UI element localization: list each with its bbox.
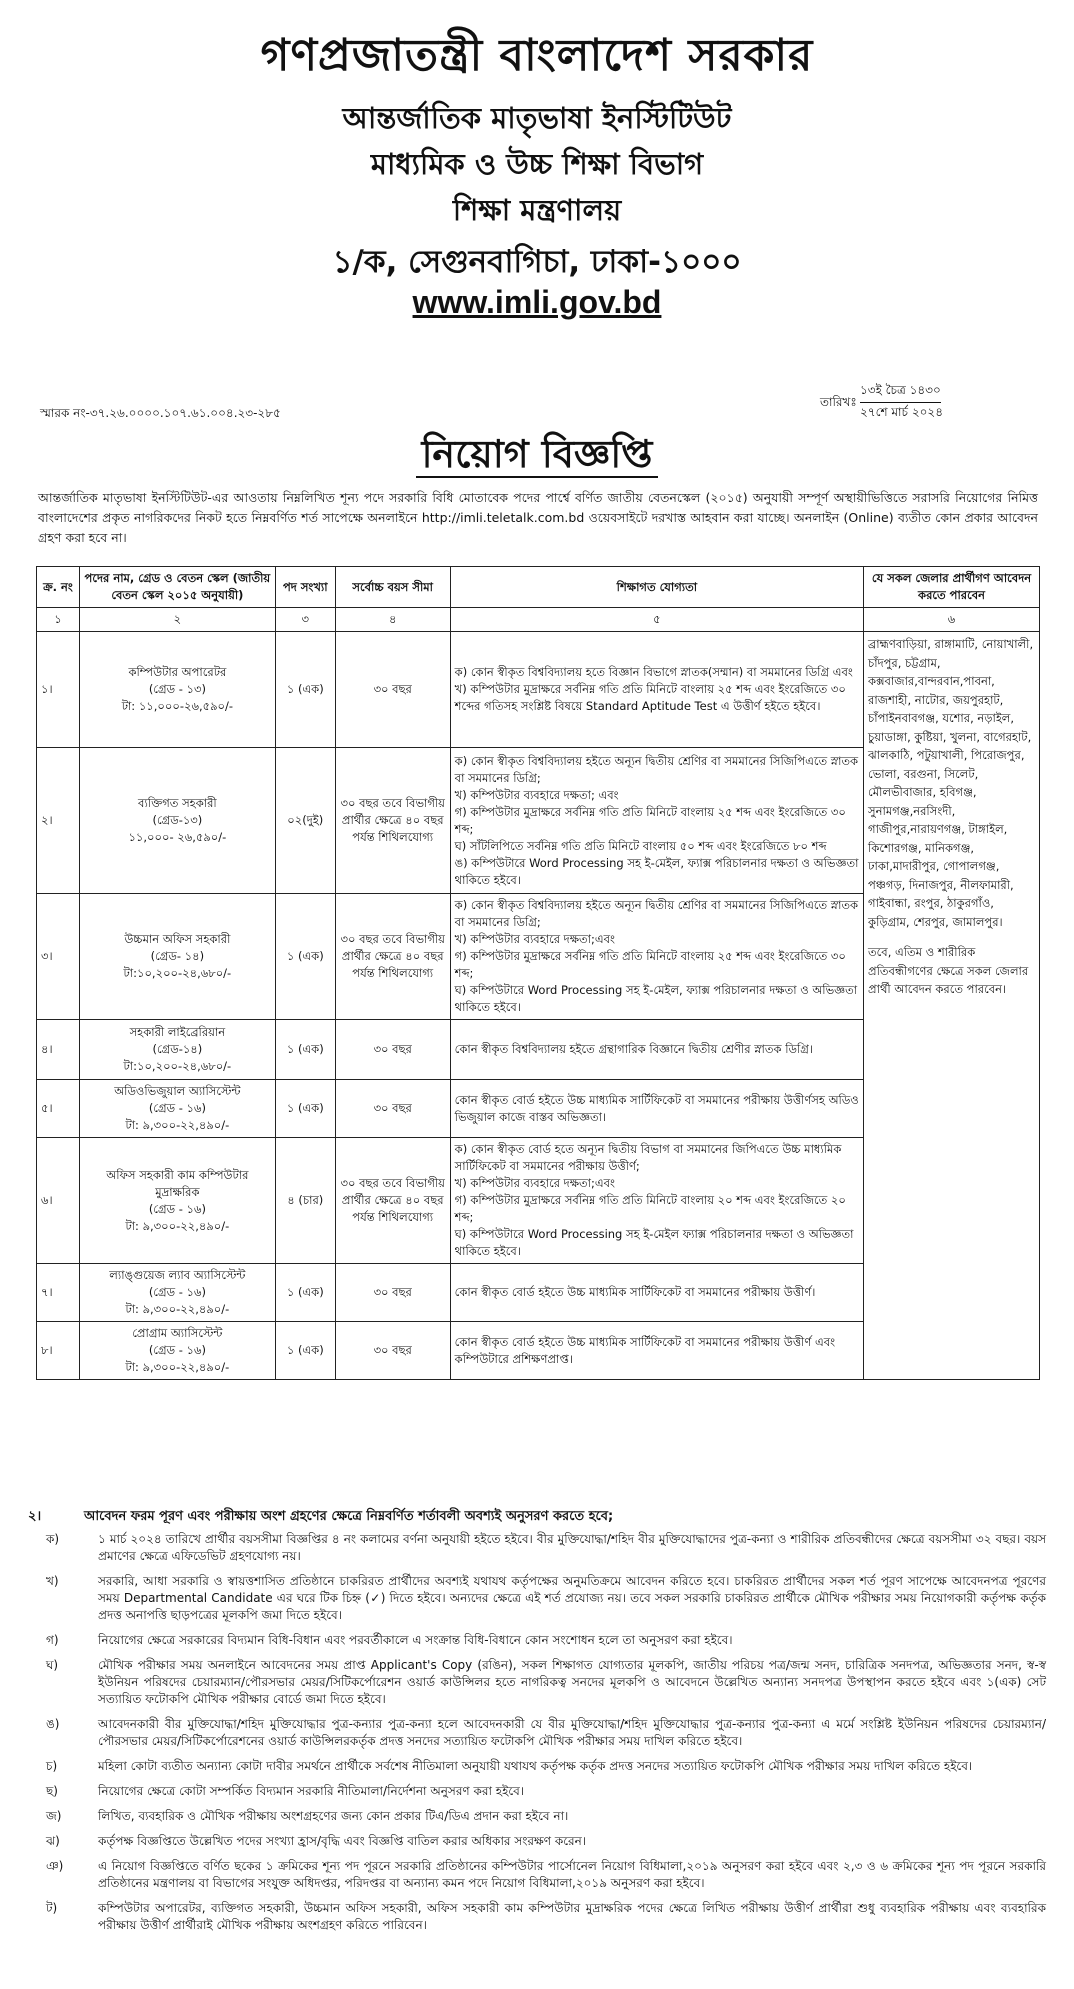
post-post: অফিস সহকারী কাম কম্পিউটার মুদ্রাক্ষরিক — [106, 1167, 249, 1199]
col-header-count: পদ সংখ্যা — [275, 567, 335, 608]
post-grade: (গ্রেড - ১৬) — [148, 1285, 206, 1299]
post-scale: টা: ৯,৩০০-২২,৪৯০/- — [125, 1218, 230, 1233]
table-header-row — [37, 567, 1040, 608]
condition-text: কর্তৃপক্ষ বিজ্ঞপ্তিতে উল্লেখিত পদের সংখ্যা হ্রাস/বৃদ্ধি এবং বিজ্ঞপ্তি বাতিল করার অধিকার সংরক্ষণ করেন। — [98, 1834, 587, 1848]
col-number: ১ — [37, 608, 80, 632]
age-cell: ৩০ বছর তবে বিভাগীয় প্রার্থীর ক্ষেত্রে ৪০ বছর পর্যন্ত শিথিলযোগ্য — [335, 894, 450, 1020]
qualification-line: ক) কোন স্বীকৃত বিশ্ববিদ্যালয় হইতে অন্যূন দ্বিতীয় শ্রেণির বা সমমানের সিজিপিএতে স্নাতক বা সমমানের ডিগ্রি; — [454, 898, 859, 929]
districts-cell — [864, 632, 1040, 1380]
post-post: কম্পিউটার অপারেটর — [128, 665, 227, 679]
post-scale: টা:১০,২০০-২৪,৬৮০/- — [123, 966, 232, 980]
qualification-line: ঘ) কম্পিউটারে Word Processing সহ ই-মেইল ফ্যাক্স পরিচালনার দক্ষতা ও অভিজ্ঞতা থাকিতে হইবে। — [454, 1227, 854, 1258]
condition-item — [28, 1632, 1046, 1649]
condition-label: ক) — [46, 1532, 60, 1546]
qualification-cell — [450, 1264, 863, 1322]
post-grade: (গ্রেড- ১৪) — [150, 949, 205, 963]
qualification-cell — [450, 632, 863, 748]
col-number: ৬ — [864, 608, 1040, 632]
condition-item — [28, 1858, 1046, 1892]
post-cell — [79, 632, 275, 748]
government-title: গণপ্রজাতন্ত্রী বাংলাদেশ সরকার — [260, 30, 814, 81]
count-cell: ১ (এক) — [275, 894, 335, 1020]
qualification-cell — [450, 1020, 863, 1080]
post-grade: (গ্রেড - ১৬) — [148, 1101, 206, 1115]
post-scale: টা: ৯,৩০০-২২,৪৯০/- — [125, 1118, 230, 1132]
serial-cell: ২। — [37, 748, 80, 894]
qualification-line: ঘ) কম্পিউটারে Word Processing সহ ই-মেইল, ফ্যাক্স পরিচালনার দক্ষতা ও অভিজ্ঞতা থাকিতে হইবে। — [454, 983, 858, 1014]
condition-item — [28, 1657, 1046, 1708]
qualification-cell — [450, 894, 863, 1020]
post-grade: (গ্রেড-১৩) — [152, 813, 203, 827]
condition-label: ঙ) — [46, 1717, 60, 1731]
qualification-cell — [450, 1138, 863, 1264]
qualification-line: গ) কম্পিউটার মুদ্রাক্ষরে সর্বনিম্ন গতি প্রতি মিনিটে বাংলায় ২৫ শব্দ এবং ইংরেজিতে ৩০ শব্দ; — [454, 804, 846, 836]
age-cell: ৩০ বছর — [335, 1264, 450, 1322]
post-cell — [79, 748, 275, 894]
qualification-line: ঙ) কম্পিউটারে Word Processing সহ ই-মেইল, ফ্যাক্স পরিচালনার দক্ষতা ও অভিজ্ঞতা থাকিতে হইবে। — [454, 855, 859, 887]
ministry-name: শিক্ষা মন্ত্রণালয় — [452, 193, 622, 227]
condition-text: লিখিত, ব্যবহারিক ও মৌখিক পরীক্ষায় অংশগ্রহণের জন্য কোন প্রকার টিএ/ডিএ প্রদান করা হইবে না। — [98, 1809, 569, 1823]
post-cell — [79, 1264, 275, 1322]
post-post: উচ্চমান অফিস সহকারী — [124, 932, 231, 946]
memo-reference: স্মারক নং-৩৭.২৬.০০০০.১০৭.৬১.০০৪.২৩-২৮৫ — [40, 406, 281, 420]
vacancy-table — [36, 566, 1040, 1380]
post-post: প্রোগ্রাম অ্যাসিস্টেন্ট — [132, 1326, 223, 1340]
age-cell: ৩০ বছর — [335, 632, 450, 748]
condition-text: আবেদনকারী বীর মুক্তিযোদ্ধা/শহিদ মুক্তিযোদ্ধার পুত্র-কন্যার পুত্র-কন্যা হলে আবেদনকারী যে বীর মুক্তিযোদ্ধা/শহিদ মুক্তিযোদ্ধার পুত্র-কন্যার পুত্র-কন্যা এ মর্মে সংশ্লিষ্ট ইউনিয়ন পরিষদের চেয়ারম্যান/পৌরসভার মেয়র/সিটিকর্পোরেশনের ওয়ার্ড কাউন্সিলরকর্তৃক প্রদত্ত সনদের সত্যায়িত ফটোকপি মৌখিক পরীক্ষার সময় দাখিল করিতে হইবে। — [98, 1717, 1046, 1748]
col-header-serial: ক্র. নং — [37, 567, 80, 608]
condition-item — [28, 1716, 1046, 1750]
post-scale: টা: ৯,৩০০-২২,৪৯০/- — [125, 1360, 230, 1374]
age-cell: ৩০ বছর — [335, 1080, 450, 1138]
condition-item — [28, 1758, 1046, 1775]
post-scale: টা: ১১,০০০-২৬,৫৯০/- — [121, 699, 234, 713]
qualification-line: খ) কম্পিউটার ব্যবহারে দক্ষতা;এবং — [454, 932, 615, 946]
condition-item — [28, 1833, 1046, 1850]
post-cell — [79, 1020, 275, 1080]
districts-list: ব্রাহ্মণবাড়িয়া, রাঙ্গামাটি, নোয়াখালী, চাঁদপুর, চট্টগ্রাম, কক্সবাজার,বান্দরবান,পাবনা, রাজশাহী, নাটোর, জয়পুরহাট, চাঁপাইনবাবগঞ্জ, যশোর, নড়াইল, চুয়াডাঙ্গা, কুষ্টিয়া, খুলনা, বাগেরহাট, ঝালকাঠি, পটুয়াখালী, পিরোজপুর, ভোলা, বরগুনা, সিলেট, মৌলভীবাজার, হবিগঞ্জ, সুনামগঞ্জ,নরসিংদী, গাজীপুর,নারায়ণগঞ্জ, টাঙ্গাইল, কিশোরগঞ্জ, মানিকগঞ্জ, ঢাকা,মাদারীপুর, গোপালগঞ্জ, পঞ্চগড়, দিনাজপুর, নীলফামারী, গাইবান্ধা, রংপুর, ঠাকুরগাঁও, কুড়িগ্রাম, শেরপুর, জামালপুর। — [868, 637, 1034, 929]
col-number: ৩ — [275, 608, 335, 632]
post-post: ল্যাঙ্গুয়েজ ল্যাব অ্যাসিস্টেন্ট — [109, 1268, 246, 1282]
col-header-qualification: শিক্ষাগত যোগ্যতা — [450, 567, 863, 608]
office-address: ১/ক, সেগুনবাগিচা, ঢাকা-১০০০ — [332, 244, 742, 280]
qualification-line: কোন স্বীকৃত বোর্ড হইতে উচ্চ মাধ্যমিক সার্টিফিকেট বা সমমানের পরীক্ষায় উত্তীর্ণ। — [454, 1285, 816, 1299]
qualification-line: কোন স্বীকৃত বোর্ড হইতে উচ্চ মাধ্যমিক সার্টিফিকেট বা সমমানের পরীক্ষায় উত্তীর্ণসহ অডিও ভিজুয়াল কাজে বাস্তব অভিজ্ঞতা। — [454, 1092, 859, 1124]
count-cell: ০২(দুই) — [275, 748, 335, 894]
age-cell: ৩০ বছর — [335, 1020, 450, 1080]
col-header-districts: যে সকল জেলার প্রার্থীগণ আবেদন করতে পারবেন — [864, 567, 1040, 608]
date-english: ২৭শে মার্চ ২০২৪ — [860, 405, 944, 419]
website-link[interactable]: www.imli.gov.bd — [412, 284, 662, 320]
conditions-heading — [28, 1508, 1046, 1525]
post-grade: (গ্রেড - ১৩) — [148, 682, 206, 696]
condition-label: ছ) — [46, 1784, 58, 1798]
post-grade: (গ্রেড - ১৬) — [148, 1343, 206, 1357]
serial-cell: ৫। — [37, 1080, 80, 1138]
age-cell: ৩০ বছর তবে বিভাগীয় প্রার্থীর ক্ষেত্রে ৪০ বছর পর্যন্ত শিথিলযোগ্য — [335, 1138, 450, 1264]
condition-item — [28, 1808, 1046, 1825]
count-cell: ১ (এক) — [275, 1020, 335, 1080]
date-bangla: ১৩ই চৈত্র ১৪৩০ — [860, 382, 941, 403]
count-cell: ১ (এক) — [275, 1080, 335, 1138]
qualification-line: ক) কোন স্বীকৃত বিশ্ববিদ্যালয় হতে বিজ্ঞান বিভাগে স্নাতক(সম্মান) বা সমমানের ডিগ্রি এবং — [454, 665, 853, 679]
condition-text: সরকারি, আধা সরকারি ও স্বায়ত্তশাসিত প্রতিষ্ঠানে চাকরিরত প্রার্থীদের অবশ্যই যথাযথ কর্তৃপক্ষের অনুমতিক্রমে আবেদন করিতে হবে। চাকরিরত প্রার্থীদের সকল শর্ত পূরণ সাপেক্ষে আবেদনপত্র পূরণের সময় Departmental Candidate এর ঘরে টিক চিহ্ন (✓) দিতে হইবে। অন্যদের ক্ষেত্রে এই শর্ত প্রযোজ্য নয়। তবে সকল সরকারি চাকরিরত প্রার্থীকে মৌখিক পরীক্ষার সময় নিয়োগকারী কর্তৃপক্ষ কর্তৃক প্রদত্ত অনাপত্তি ছাড়পত্রের মূলকপি জমা দিতে হইবে। — [98, 1574, 1046, 1622]
serial-cell: ৪। — [37, 1020, 80, 1080]
serial-cell: ৭। — [37, 1264, 80, 1322]
col-number: ৪ — [335, 608, 450, 632]
conditions-section — [28, 1508, 1046, 1942]
institute-name: আন্তর্জাতিক মাতৃভাষা ইনস্টিটিউট — [342, 101, 732, 135]
districts-note: তবে, এতিম ও শারীরিক প্রতিবন্ধীগণের ক্ষেত্রে সকল জেলার প্রার্থী আবেদন করতে পারবেন। — [868, 945, 1029, 996]
qualification-line: কোন স্বীকৃত বোর্ড হইতে উচ্চ মাধ্যমিক সার্টিফিকেট বা সমমানের পরীক্ষায় উত্তীর্ণ এবং কম্পিউটারে প্রশিক্ষণপ্রাপ্ত। — [454, 1334, 836, 1366]
condition-item — [28, 1900, 1046, 1934]
post-grade: (গ্রেড - ১৬) — [148, 1201, 206, 1216]
condition-item — [28, 1531, 1046, 1565]
condition-text: মহিলা কোটা ব্যতীত অন্যান্য কোটা দাবীর সমর্থনে প্রার্থীকে সর্বশেষ নীতিমালা অনুযায়ী যথাযথ কর্তৃপক্ষ কর্তৃক প্রদত্ত সনদের সত্যায়িত ফটোকপি মৌখিক পরীক্ষার সময় দাখিল করিতে হইবে। — [98, 1759, 973, 1773]
condition-label: ঝ) — [46, 1834, 60, 1848]
qualification-line: খ) কম্পিউটার ব্যবহারে দক্ষতা; এবং — [454, 787, 619, 802]
conditions-heading-text: আবেদন ফরম পূরণ এবং পরীক্ষায় অংশ গ্রহণের ক্ষেত্রে নিম্নবর্ণিত শর্তাবলী অবশ্যই অনুসরণ করতে হবে; — [84, 1509, 614, 1524]
post-post: সহকারী লাইব্রেরিয়ান — [129, 1025, 226, 1039]
qualification-cell — [450, 748, 863, 894]
count-cell: ৪ (চার) — [275, 1138, 335, 1264]
condition-label: ঘ) — [46, 1658, 59, 1672]
age-cell: ৩০ বছর তবে বিভাগীয় প্রার্থীর ক্ষেত্রে ৪০ বছর পর্যন্ত শিথিলযোগ্য — [335, 748, 450, 894]
qualification-line: কোন স্বীকৃত বিশ্ববিদ্যালয় হইতে গ্রন্থাগারিক বিজ্ঞানে দ্বিতীয় শ্রেণীর স্নাতক ডিগ্রি। — [454, 1042, 813, 1056]
qualification-line: ক) কোন স্বীকৃত বোর্ড হতে অন্যূন দ্বিতীয় বিভাগ বা সমমানের জিপিএতে উচ্চ মাধ্যমিক সার্টিফিকেট বা সমমানের পরীক্ষায় উত্তীর্ণ; — [454, 1142, 842, 1173]
post-grade: (গ্রেড-১৪) — [152, 1042, 203, 1056]
col-number: ২ — [79, 608, 275, 632]
qualification-line: খ) কম্পিউটার মুদ্রাক্ষরে সর্বনিম্ন গতি প্রতি মিনিটে বাংলায় ২৫ শব্দ এবং ইংরেজিতে ৩০ শব্দের গতিসহ সংশ্লিষ্ট বিষয়ে Standard Aptitude Test এ উত্তীর্ণ হইতে হইবে। — [454, 682, 846, 713]
condition-label: চ) — [46, 1759, 58, 1773]
conditions-list — [28, 1531, 1046, 1934]
qualification-line: ঘ) সাঁটলিপিতে সর্বনিম্ন গতি প্রতি মিনিটে বাংলায় ৫০ শব্দ এবং ইংরেজিতে ৮০ শব্দ — [454, 838, 827, 853]
count-cell: ১ (এক) — [275, 1264, 335, 1322]
condition-label: খ) — [46, 1574, 59, 1588]
condition-text: ১ মার্চ ২০২৪ তারিখে প্রার্থীর বয়সসীমা বিজ্ঞপ্তির ৪ নং কলামের বর্ণনা অনুযায়ী হইতে হইবে। বীর মুক্তিযোদ্ধা/শহিদ বীর মুক্তিযোদ্ধাদের পুত্র-কন্যা ও শারীরিক প্রতিবন্ধীদের ক্ষেত্রে বয়সসীমা ৩২ বছর। বয়স প্রমাণের ক্ষেত্রে এফিডেভিট গ্রহণযোগ্য নয়। — [98, 1532, 1046, 1563]
condition-text: এ নিয়োগ বিজ্ঞপ্তিতে বর্ণিত ছকের ১ ক্রমিকের শূন্য পদ পূরনে সরকারি প্রতিষ্ঠানের কম্পিউটার পার্সোনেল নিয়োগ বিধিমালা,২০১৯ অনুসরণ করা হইবে এবং ২,৩ ও ৬ ক্রমিকের শূন্য পদ পূরনে সরকারি প্রতিষ্ঠানের মন্ত্রণালয় বা বিভাগের সংযুক্ত অধিদপ্তর, পরিদপ্তর বা অন্যান্য কমন পদে নিয়োগ বিধিমালা,২০১৯ অনুসরণ করা হইবে। — [98, 1859, 1046, 1890]
qualification-cell — [450, 1322, 863, 1380]
condition-text: কম্পিউটার অপারেটর, ব্যক্তিগত সহকারী, উচ্চমান অফিস সহকারী, অফিস সহকারী কাম কম্পিউটার মুদ্রাক্ষরিক পদের ক্ষেত্রে লিখিত পরীক্ষায় উত্তীর্ণ প্রার্থীরা শুধু ব্যবহারিক পরীক্ষায় এবং ব্যবহারিক পরীক্ষায় উত্তীর্ণ প্রার্থীরাই মৌখিক পরীক্ষায় অংশগ্রহণ করিতে পারিবেন। — [98, 1901, 1046, 1932]
condition-label: গ) — [46, 1633, 59, 1647]
post-post: অডিওভিজুয়াল অ্যাসিস্টেন্ট — [114, 1084, 241, 1098]
page-title: নিয়োগ বিজ্ঞপ্তি — [0, 425, 1074, 489]
condition-text: মৌখিক পরীক্ষার সময় অনলাইনে আবেদনের সময় প্রাপ্ত Applicant's Copy (রঙিন), সকল শিক্ষাগত যোগ্যতার মূলকপি, জাতীয় পরিচয় পত্র/জন্ম সনদ, চারিত্রিক সনদপত্র, অভিজ্ঞতার সনদ, স্ব-স্ব ইউনিয়ন পরিষদের চেয়ারম্যান/পৌরসভার মেয়র/সিটিকর্পোরেশন ওয়ার্ড কাউন্সিলর হতে নাগরিকত্ব সনদের মূলকপি ও আবেদনে উল্লেখিত অন্যান্য সনদপত্র উপস্থাপন করতে হইবে এবং ১(এক) সেট সত্যায়িত ফটোকপি মৌখিক পরীক্ষার বোর্ডে জমা দিতে হইবে। — [98, 1658, 1046, 1706]
intro-paragraph: আন্তর্জাতিক মাতৃভাষা ইনস্টিটিউট-এর আওতায় নিম্নলিখিত শূন্য পদে সরকারি বিধি মোতাবেক পদের পার্শ্বে বর্ণিত জাতীয় বেতনস্কেল (২০১৫) অনুযায়ী সম্পূর্ণ অস্থায়ীভিত্তিতে সরাসরি নিয়োগের নিমিত্ত বাংলাদেশের প্রকৃত নাগরিকদের নিকট হতে নিম্নবর্ণিত শর্ত সাপেক্ষে অনলাইনে http://imli.teletalk.com.bd ওয়েবসাইটে দরখাস্ত আহবান করা যাচ্ছে। অনলাইন (Online) ব্যতীত কোন প্রকার আবেদন গ্রহণ করা হবে না। — [38, 490, 1038, 545]
age-cell: ৩০ বছর — [335, 1322, 450, 1380]
qualification-cell — [450, 1080, 863, 1138]
condition-text: নিয়োগের ক্ষেত্রে কোটা সম্পর্কিত বিদ্যমান সরকারি নীতিমালা/নির্দেশনা অনুসরণ করা হইবে। — [98, 1784, 525, 1798]
division-name: মাধ্যমিক ও উচ্চ শিক্ষা বিভাগ — [370, 147, 704, 181]
serial-cell: ১। — [37, 632, 80, 748]
qualification-line: খ) কম্পিউটার ব্যবহারে দক্ষতা;এবং — [454, 1176, 615, 1190]
condition-text: নিয়োগের ক্ষেত্রে সরকারের বিদ্যমান বিধি-বিধান এবং পরবর্তীকালে এ সংক্রান্ত বিধি-বিধানে কোন সংশোধন হলে তা অনুসরণ করা হইবে। — [98, 1633, 733, 1647]
conditions-number: ২। — [28, 1509, 42, 1524]
post-post: ব্যক্তিগত সহকারী — [138, 796, 217, 810]
qualification-line: গ) কম্পিউটার মুদ্রাক্ষরে সর্বনিম্ন গতি প্রতি মিনিটে বাংলায় ২০ শব্দ এবং ইংরেজিতে ২০ শব্দ; — [454, 1193, 846, 1224]
post-scale: টা: ৯,৩০০-২২,৪৯০/- — [125, 1302, 230, 1316]
post-cell — [79, 1138, 275, 1264]
count-cell: ১ (এক) — [275, 632, 335, 748]
post-scale: ১১,০০০- ২৬,৫৯০/- — [128, 830, 227, 844]
post-cell — [79, 1322, 275, 1380]
condition-label: ঞ) — [46, 1859, 64, 1873]
condition-label: জ) — [46, 1809, 62, 1823]
col-header-post: পদের নাম, গ্রেড ও বেতন স্কেল (জাতীয় বেতন স্কেল ২০১৫ অনুযায়ী) — [79, 567, 275, 608]
condition-item — [28, 1783, 1046, 1800]
count-cell: ১ (এক) — [275, 1322, 335, 1380]
post-scale: টা:১০,২০০-২৪,৬৮০/- — [123, 1059, 232, 1073]
date-label: তারিখঃ — [820, 395, 857, 409]
post-cell — [79, 1080, 275, 1138]
qualification-line: গ) কম্পিউটার মুদ্রাক্ষরে সর্বনিম্ন গতি প্রতি মিনিটে বাংলায় ২৫ শব্দ এবং ইংরেজিতে ৩০ শব্দ; — [454, 949, 846, 980]
col-number: ৫ — [450, 608, 863, 632]
qualification-line: ক) কোন স্বীকৃত বিশ্ববিদ্যালয় হইতে অন্যূন দ্বিতীয় শ্রেণির বা সমমানের সিজিপিএতে স্নাতক বা সমমানের ডিগ্রি; — [454, 753, 859, 785]
serial-cell: ৬। — [37, 1138, 80, 1264]
condition-item — [28, 1573, 1046, 1624]
condition-label: ট) — [46, 1901, 58, 1915]
serial-cell: ৮। — [37, 1322, 80, 1380]
serial-cell: ৩। — [37, 894, 80, 1020]
col-header-age: সর্বোচ্চ বয়স সীমা — [335, 567, 450, 608]
post-cell — [79, 894, 275, 1020]
column-number-row — [37, 608, 1040, 632]
table-row — [37, 632, 1040, 748]
